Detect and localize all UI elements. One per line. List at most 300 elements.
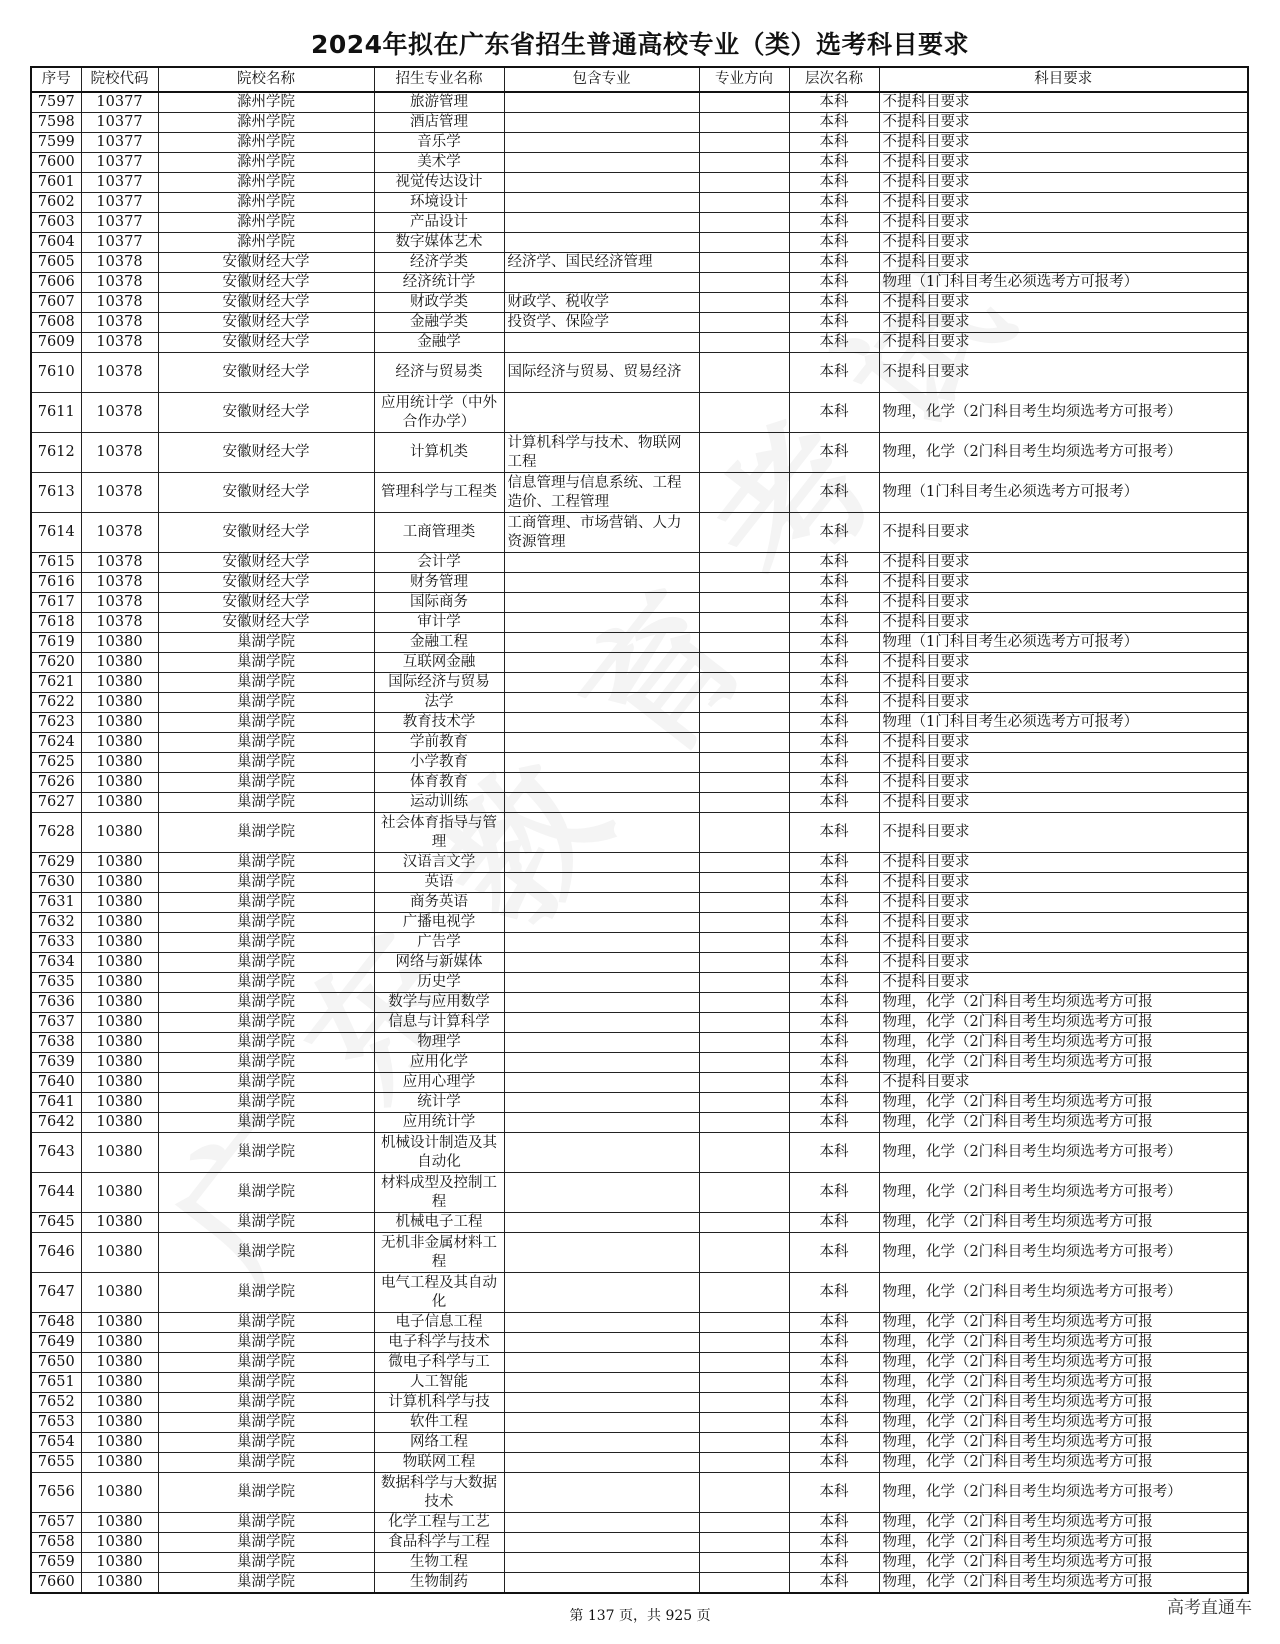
table-row <box>31 1333 1248 1353</box>
cell-seq: 7620 <box>31 653 81 673</box>
cell-subject-req: 不提科目要求 <box>879 293 1248 313</box>
cell-level: 本科 <box>789 1413 879 1433</box>
cell-school-code: 10378 <box>81 333 158 353</box>
cell-level: 本科 <box>789 153 879 173</box>
cell-included-majors: 经济学、国民经济管理 <box>504 253 699 273</box>
table-row <box>31 473 1248 513</box>
cell-school-code: 10377 <box>81 153 158 173</box>
cell-seq: 7602 <box>31 193 81 213</box>
cell-major-direction <box>699 633 789 653</box>
cell-major-direction <box>699 433 789 473</box>
cell-major-direction <box>699 253 789 273</box>
cell-seq: 7617 <box>31 593 81 613</box>
cell-major-direction <box>699 593 789 613</box>
cell-school-name: 安徽财经大学 <box>158 433 374 473</box>
cell-level: 本科 <box>789 1093 879 1113</box>
cell-included-majors <box>504 1453 699 1473</box>
cell-subject-req: 物理，化学（2门科目考生均须选考方可报考） <box>879 1133 1248 1173</box>
cell-seq: 7606 <box>31 273 81 293</box>
cell-seq: 7633 <box>31 933 81 953</box>
cell-subject-req: 物理，化学（2门科目考生均须选考方可报 <box>879 1533 1248 1553</box>
cell-level: 本科 <box>789 1073 879 1093</box>
cell-major-direction <box>699 1473 789 1513</box>
cell-school-code: 10380 <box>81 1273 158 1313</box>
cell-school-name: 滁州学院 <box>158 133 374 153</box>
cell-level: 本科 <box>789 1133 879 1173</box>
cell-major-direction <box>699 573 789 593</box>
cell-level: 本科 <box>789 1233 879 1273</box>
cell-major-direction <box>699 213 789 233</box>
cell-school-name: 巢湖学院 <box>158 633 374 653</box>
cell-major-name: 应用统计学（中外合作办学） <box>374 393 504 433</box>
cell-seq: 7623 <box>31 713 81 733</box>
cell-school-name: 巢湖学院 <box>158 1233 374 1273</box>
cell-included-majors <box>504 993 699 1013</box>
cell-included-majors <box>504 773 699 793</box>
cell-major-name: 会计学 <box>374 553 504 573</box>
cell-school-name: 巢湖学院 <box>158 673 374 693</box>
cell-subject-req: 物理，化学（2门科目考生均须选考方可报 <box>879 1553 1248 1573</box>
table-row <box>31 913 1248 933</box>
table-row <box>31 193 1248 213</box>
cell-school-code: 10377 <box>81 92 158 113</box>
cell-major-name: 材料成型及控制工程 <box>374 1173 504 1213</box>
cell-school-name: 巢湖学院 <box>158 933 374 953</box>
cell-school-code: 10380 <box>81 1333 158 1353</box>
cell-seq: 7660 <box>31 1573 81 1594</box>
cell-major-name: 应用化学 <box>374 1053 504 1073</box>
cell-school-name: 巢湖学院 <box>158 973 374 993</box>
cell-level: 本科 <box>789 793 879 813</box>
cell-included-majors <box>504 1393 699 1413</box>
cell-major-direction <box>699 773 789 793</box>
table-row <box>31 713 1248 733</box>
table-row <box>31 233 1248 253</box>
cell-included-majors: 国际经济与贸易、贸易经济 <box>504 353 699 393</box>
cell-school-name: 滁州学院 <box>158 92 374 113</box>
cell-level: 本科 <box>789 233 879 253</box>
cell-subject-req: 不提科目要求 <box>879 773 1248 793</box>
cell-major-name: 金融工程 <box>374 633 504 653</box>
cell-level: 本科 <box>789 1173 879 1213</box>
cell-subject-req: 不提科目要求 <box>879 92 1248 113</box>
table-row <box>31 933 1248 953</box>
cell-school-name: 巢湖学院 <box>158 1073 374 1093</box>
table-row <box>31 173 1248 193</box>
cell-level: 本科 <box>789 313 879 333</box>
cell-subject-req: 不提科目要求 <box>879 693 1248 713</box>
cell-major-direction <box>699 553 789 573</box>
cell-major-name: 商务英语 <box>374 893 504 913</box>
cell-level: 本科 <box>789 273 879 293</box>
table-row <box>31 873 1248 893</box>
cell-seq: 7614 <box>31 513 81 553</box>
cell-included-majors <box>504 1273 699 1313</box>
table-row <box>31 953 1248 973</box>
cell-seq: 7651 <box>31 1373 81 1393</box>
cell-included-majors <box>504 893 699 913</box>
cell-school-code: 10380 <box>81 1533 158 1553</box>
cell-included-majors <box>504 793 699 813</box>
cell-level: 本科 <box>789 333 879 353</box>
cell-major-direction <box>699 853 789 873</box>
cell-seq: 7641 <box>31 1093 81 1113</box>
table-row <box>31 1133 1248 1173</box>
cell-major-name: 无机非金属材料工程 <box>374 1233 504 1273</box>
cell-major-name: 历史学 <box>374 973 504 993</box>
cell-major-name: 物联网工程 <box>374 1453 504 1473</box>
cell-major-name: 金融学类 <box>374 313 504 333</box>
cell-major-name: 视觉传达设计 <box>374 173 504 193</box>
cell-major-name: 体育教育 <box>374 773 504 793</box>
cell-seq: 7615 <box>31 553 81 573</box>
cell-major-name: 生物工程 <box>374 1553 504 1573</box>
cell-seq: 7604 <box>31 233 81 253</box>
cell-school-code: 10377 <box>81 173 158 193</box>
cell-subject-req: 不提科目要求 <box>879 733 1248 753</box>
cell-subject-req: 不提科目要求 <box>879 1073 1248 1093</box>
cell-subject-req: 物理，化学（2门科目考生均须选考方可报 <box>879 1013 1248 1033</box>
cell-school-name: 巢湖学院 <box>158 993 374 1013</box>
cell-major-name: 物理学 <box>374 1033 504 1053</box>
cell-major-name: 教育技术学 <box>374 713 504 733</box>
cell-school-name: 巢湖学院 <box>158 813 374 853</box>
cell-level: 本科 <box>789 1453 879 1473</box>
cell-subject-req: 不提科目要求 <box>879 793 1248 813</box>
cell-school-code: 10380 <box>81 933 158 953</box>
cell-subject-req: 物理，化学（2门科目考生均须选考方可报 <box>879 1513 1248 1533</box>
cell-major-name: 数学与应用数学 <box>374 993 504 1013</box>
cell-included-majors: 投资学、保险学 <box>504 313 699 333</box>
cell-included-majors: 计算机科学与技术、物联网工程 <box>504 433 699 473</box>
cell-school-name: 安徽财经大学 <box>158 273 374 293</box>
cell-level: 本科 <box>789 1273 879 1313</box>
cell-subject-req: 物理，化学（2门科目考生均须选考方可报 <box>879 1393 1248 1413</box>
table-row <box>31 253 1248 273</box>
cell-major-name: 网络与新媒体 <box>374 953 504 973</box>
cell-major-direction <box>699 1213 789 1233</box>
cell-major-name: 旅游管理 <box>374 92 504 113</box>
cell-included-majors: 财政学、税收学 <box>504 293 699 313</box>
cell-school-code: 10378 <box>81 473 158 513</box>
cell-included-majors <box>504 1513 699 1533</box>
cell-subject-req: 物理，化学（2门科目考生均须选考方可报考） <box>879 1173 1248 1213</box>
cell-major-direction <box>699 713 789 733</box>
cell-school-name: 滁州学院 <box>158 173 374 193</box>
cell-seq: 7626 <box>31 773 81 793</box>
cell-school-code: 10380 <box>81 1113 158 1133</box>
cell-major-direction <box>699 733 789 753</box>
cell-included-majors <box>504 233 699 253</box>
cell-school-name: 巢湖学院 <box>158 713 374 733</box>
cell-level: 本科 <box>789 1113 879 1133</box>
cell-level: 本科 <box>789 1473 879 1513</box>
cell-level: 本科 <box>789 633 879 653</box>
cell-included-majors <box>504 1113 699 1133</box>
cell-included-majors <box>504 733 699 753</box>
cell-major-direction <box>699 473 789 513</box>
cell-school-name: 巢湖学院 <box>158 1393 374 1413</box>
cell-included-majors <box>504 1013 699 1033</box>
cell-seq: 7621 <box>31 673 81 693</box>
cell-included-majors <box>504 153 699 173</box>
cell-school-name: 巢湖学院 <box>158 853 374 873</box>
cell-school-code: 10378 <box>81 433 158 473</box>
cell-subject-req: 物理，化学（2门科目考生均须选考方可报考） <box>879 1233 1248 1273</box>
cell-seq: 7654 <box>31 1433 81 1453</box>
cell-subject-req: 不提科目要求 <box>879 353 1248 393</box>
cell-seq: 7627 <box>31 793 81 813</box>
cell-major-name: 经济与贸易类 <box>374 353 504 393</box>
cell-major-direction <box>699 893 789 913</box>
cell-major-name: 数据科学与大数据技术 <box>374 1473 504 1513</box>
cell-school-code: 10380 <box>81 1053 158 1073</box>
cell-subject-req: 物理，化学（2门科目考生均须选考方可报 <box>879 1413 1248 1433</box>
cell-included-majors <box>504 873 699 893</box>
cell-level: 本科 <box>789 653 879 673</box>
table-row <box>31 1553 1248 1573</box>
cell-included-majors <box>504 1073 699 1093</box>
cell-major-name: 电子信息工程 <box>374 1313 504 1333</box>
cell-subject-req: 物理，化学（2门科目考生均须选考方可报 <box>879 1313 1248 1333</box>
cell-seq: 7645 <box>31 1213 81 1233</box>
cell-included-majors <box>504 913 699 933</box>
cell-major-name: 软件工程 <box>374 1413 504 1433</box>
cell-included-majors <box>504 1553 699 1573</box>
cell-seq: 7630 <box>31 873 81 893</box>
table-row <box>31 1453 1248 1473</box>
table-row <box>31 313 1248 333</box>
table-row <box>31 693 1248 713</box>
table-row <box>31 733 1248 753</box>
cell-seq: 7597 <box>31 92 81 113</box>
table-row <box>31 92 1248 113</box>
cell-school-code: 10378 <box>81 293 158 313</box>
cell-major-direction <box>699 1573 789 1594</box>
cell-major-direction <box>699 173 789 193</box>
cell-included-majors <box>504 953 699 973</box>
cell-level: 本科 <box>789 1333 879 1353</box>
table-row <box>31 753 1248 773</box>
cell-seq: 7631 <box>31 893 81 913</box>
cell-school-name: 巢湖学院 <box>158 1093 374 1113</box>
cell-major-direction <box>699 293 789 313</box>
cell-seq: 7634 <box>31 953 81 973</box>
cell-level: 本科 <box>789 113 879 133</box>
cell-school-name: 巢湖学院 <box>158 1473 374 1513</box>
cell-major-direction <box>699 613 789 633</box>
cell-included-majors <box>504 113 699 133</box>
cell-level: 本科 <box>789 513 879 553</box>
cell-seq: 7659 <box>31 1553 81 1573</box>
cell-school-code: 10380 <box>81 1393 158 1413</box>
cell-school-code: 10380 <box>81 1013 158 1033</box>
cell-school-name: 安徽财经大学 <box>158 253 374 273</box>
cell-subject-req: 不提科目要求 <box>879 173 1248 193</box>
cell-included-majors <box>504 173 699 193</box>
cell-included-majors <box>504 1573 699 1594</box>
cell-seq: 7644 <box>31 1173 81 1213</box>
table-row <box>31 293 1248 313</box>
brand-label: 高考直通车 <box>1167 1598 1252 1618</box>
cell-level: 本科 <box>789 1433 879 1453</box>
cell-level: 本科 <box>789 133 879 153</box>
cell-level: 本科 <box>789 573 879 593</box>
cell-major-direction <box>699 1453 789 1473</box>
cell-major-name: 国际商务 <box>374 593 504 613</box>
cell-level: 本科 <box>789 213 879 233</box>
cell-major-direction <box>699 1313 789 1333</box>
cell-school-name: 巢湖学院 <box>158 1013 374 1033</box>
cell-school-name: 安徽财经大学 <box>158 613 374 633</box>
cell-major-direction <box>699 1553 789 1573</box>
cell-included-majors <box>504 92 699 113</box>
cell-seq: 7628 <box>31 813 81 853</box>
cell-included-majors <box>504 613 699 633</box>
table-row <box>31 1413 1248 1433</box>
cell-major-direction <box>699 873 789 893</box>
cell-level: 本科 <box>789 873 879 893</box>
table-row <box>31 773 1248 793</box>
table-row <box>31 153 1248 173</box>
cell-seq: 7650 <box>31 1353 81 1373</box>
cell-school-name: 巢湖学院 <box>158 1213 374 1233</box>
cell-major-direction <box>699 913 789 933</box>
cell-major-direction <box>699 1073 789 1093</box>
cell-level: 本科 <box>789 893 879 913</box>
cell-school-code: 10380 <box>81 1413 158 1433</box>
table-row <box>31 1513 1248 1533</box>
cell-seq: 7601 <box>31 173 81 193</box>
cell-major-name: 化学工程与工艺 <box>374 1513 504 1533</box>
col-header-school-code: 院校代码 <box>81 67 158 92</box>
cell-major-name: 信息与计算科学 <box>374 1013 504 1033</box>
cell-subject-req: 不提科目要求 <box>879 933 1248 953</box>
cell-school-name: 巢湖学院 <box>158 1353 374 1373</box>
cell-level: 本科 <box>789 1373 879 1393</box>
table-row <box>31 333 1248 353</box>
cell-school-name: 巢湖学院 <box>158 913 374 933</box>
cell-level: 本科 <box>789 773 879 793</box>
cell-school-name: 巢湖学院 <box>158 1453 374 1473</box>
cell-school-code: 10378 <box>81 613 158 633</box>
cell-major-name: 音乐学 <box>374 133 504 153</box>
col-header-level: 层次名称 <box>789 67 879 92</box>
cell-seq: 7624 <box>31 733 81 753</box>
cell-seq: 7608 <box>31 313 81 333</box>
cell-subject-req: 不提科目要求 <box>879 593 1248 613</box>
cell-major-direction <box>699 1173 789 1213</box>
cell-school-code: 10380 <box>81 1133 158 1173</box>
cell-major-name: 计算机类 <box>374 433 504 473</box>
cell-subject-req: 物理，化学（2门科目考生均须选考方可报 <box>879 1033 1248 1053</box>
cell-major-name: 英语 <box>374 873 504 893</box>
table-row <box>31 1213 1248 1233</box>
cell-school-code: 10377 <box>81 233 158 253</box>
cell-subject-req: 物理，化学（2门科目考生均须选考方可报 <box>879 1433 1248 1453</box>
cell-major-direction <box>699 113 789 133</box>
cell-school-name: 巢湖学院 <box>158 893 374 913</box>
cell-major-name: 金融学 <box>374 333 504 353</box>
cell-school-name: 安徽财经大学 <box>158 353 374 393</box>
cell-major-direction <box>699 393 789 433</box>
cell-major-direction <box>699 313 789 333</box>
cell-included-majors <box>504 933 699 953</box>
cell-school-name: 滁州学院 <box>158 153 374 173</box>
cell-seq: 7649 <box>31 1333 81 1353</box>
cell-included-majors <box>504 1133 699 1173</box>
cell-school-name: 巢湖学院 <box>158 653 374 673</box>
cell-school-name: 巢湖学院 <box>158 1173 374 1213</box>
cell-major-name: 经济学类 <box>374 253 504 273</box>
cell-level: 本科 <box>789 1513 879 1533</box>
cell-seq: 7638 <box>31 1033 81 1053</box>
cell-school-name: 安徽财经大学 <box>158 553 374 573</box>
table-row <box>31 1533 1248 1553</box>
table-row <box>31 893 1248 913</box>
cell-school-name: 巢湖学院 <box>158 1333 374 1353</box>
cell-major-direction <box>699 1353 789 1373</box>
cell-school-name: 巢湖学院 <box>158 1033 374 1053</box>
cell-level: 本科 <box>789 673 879 693</box>
cell-subject-req: 不提科目要求 <box>879 153 1248 173</box>
cell-school-code: 10380 <box>81 993 158 1013</box>
cell-subject-req: 不提科目要求 <box>879 893 1248 913</box>
cell-seq: 7637 <box>31 1013 81 1033</box>
cell-school-code: 10380 <box>81 773 158 793</box>
cell-major-name: 运动训练 <box>374 793 504 813</box>
cell-school-name: 巢湖学院 <box>158 953 374 973</box>
cell-major-name: 法学 <box>374 693 504 713</box>
cell-school-name: 巢湖学院 <box>158 1373 374 1393</box>
cell-subject-req: 不提科目要求 <box>879 853 1248 873</box>
cell-major-name: 管理科学与工程类 <box>374 473 504 513</box>
cell-major-name: 酒店管理 <box>374 113 504 133</box>
cell-school-code: 10380 <box>81 1173 158 1213</box>
table-row <box>31 353 1248 393</box>
table-row <box>31 1573 1248 1594</box>
cell-major-direction <box>699 1133 789 1173</box>
cell-level: 本科 <box>789 173 879 193</box>
cell-school-code: 10377 <box>81 193 158 213</box>
table-row <box>31 853 1248 873</box>
cell-included-majors <box>504 1213 699 1233</box>
col-header-major-direction: 专业方向 <box>699 67 789 92</box>
cell-level: 本科 <box>789 1013 879 1033</box>
cell-seq: 7611 <box>31 393 81 433</box>
cell-subject-req: 物理，化学（2门科目考生均须选考方可报 <box>879 1113 1248 1133</box>
cell-major-name: 计算机科学与技 <box>374 1393 504 1413</box>
col-header-subject-req: 科目要求 <box>879 67 1248 92</box>
cell-included-majors <box>504 1433 699 1453</box>
cell-school-name: 巢湖学院 <box>158 733 374 753</box>
cell-major-direction <box>699 1533 789 1553</box>
table-row <box>31 513 1248 553</box>
cell-level: 本科 <box>789 753 879 773</box>
cell-school-name: 安徽财经大学 <box>158 393 374 433</box>
cell-seq: 7636 <box>31 993 81 1013</box>
cell-school-code: 10378 <box>81 393 158 433</box>
table-row <box>31 593 1248 613</box>
cell-seq: 7658 <box>31 1533 81 1553</box>
cell-major-name: 小学教育 <box>374 753 504 773</box>
cell-seq: 7599 <box>31 133 81 153</box>
table-header-row <box>31 67 1248 92</box>
cell-included-majors <box>504 1533 699 1553</box>
cell-school-code: 10380 <box>81 913 158 933</box>
cell-seq: 7647 <box>31 1273 81 1313</box>
cell-included-majors <box>504 1413 699 1433</box>
